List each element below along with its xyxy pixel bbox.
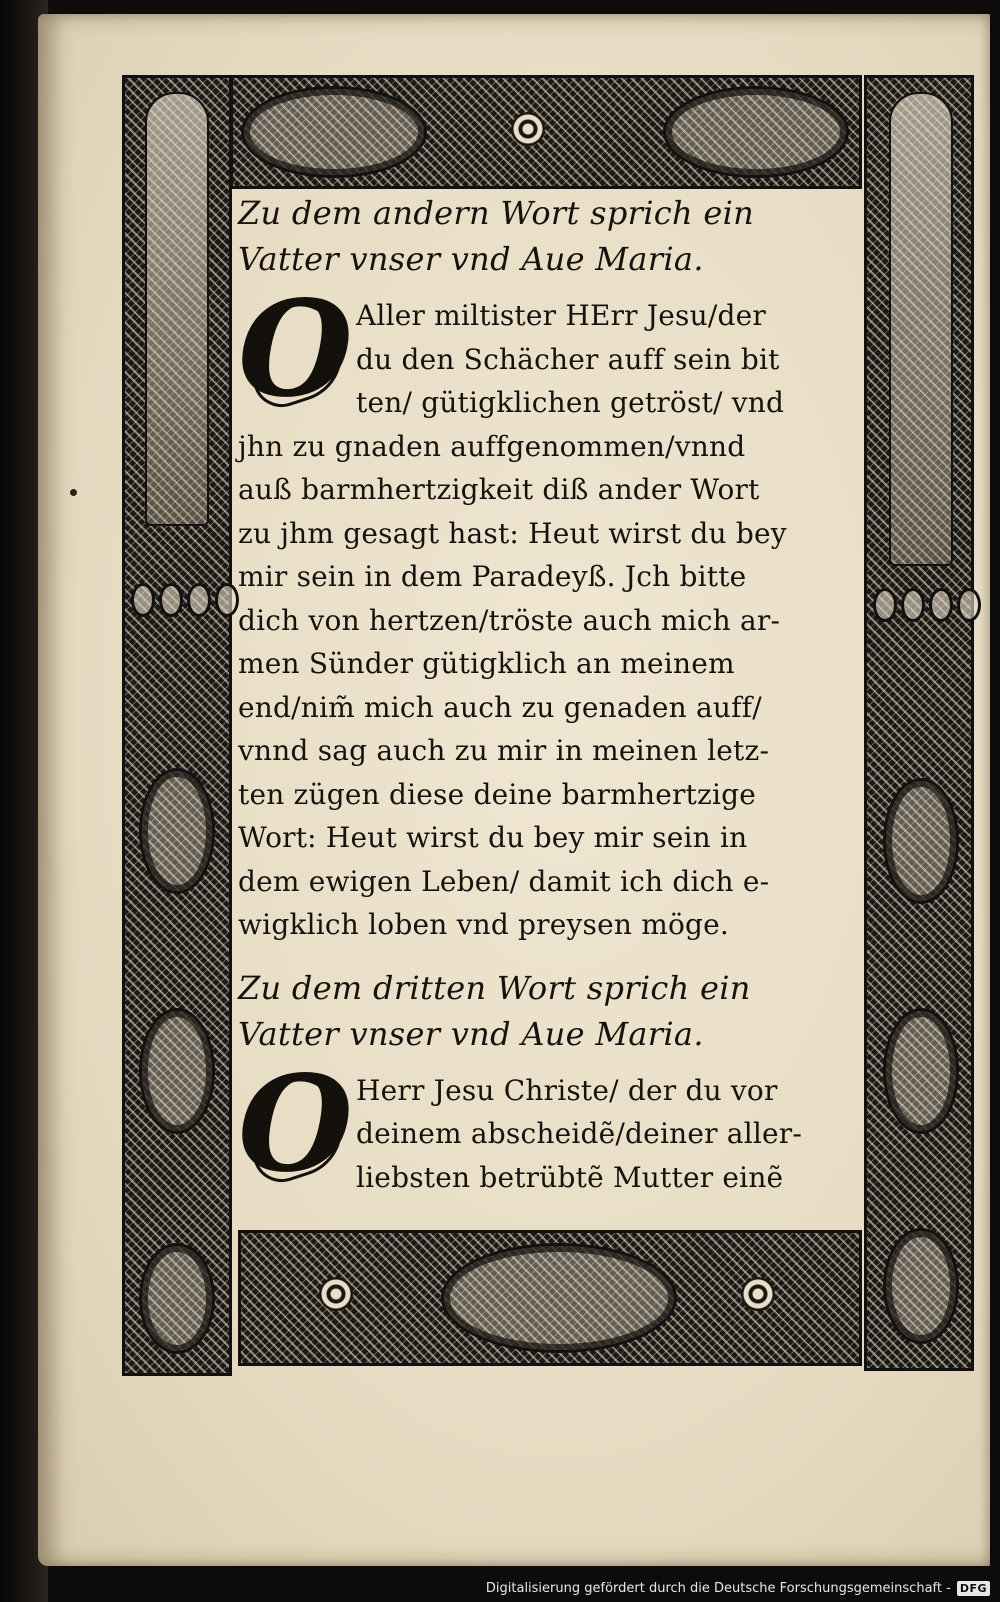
prayer-paragraph-1 bbox=[238, 272, 858, 947]
text-line: dich von hertzen/tröste auch mich ar- bbox=[238, 603, 781, 637]
text-line: men Sünder gütigklich an meinem bbox=[238, 647, 735, 680]
text-line: ten/ gütigklichen getröst/ vnd bbox=[356, 386, 785, 419]
page-text-block bbox=[238, 190, 858, 1217]
border-right-panel bbox=[864, 75, 974, 1371]
medallion-top-right bbox=[663, 86, 849, 178]
dfg-logo: DFG bbox=[957, 1581, 990, 1596]
text-line: vnnd sag auch zu mir in meinen letz- bbox=[238, 734, 770, 767]
heading-line: Zu dem andern Wort sprich ein bbox=[238, 194, 755, 232]
heading-line: Vatter vnser vnd Aue Maria. bbox=[238, 1014, 704, 1053]
text-line: jhn zu gnaden auffgenommen/vnnd bbox=[238, 429, 746, 463]
medallion-right-1 bbox=[883, 778, 959, 904]
text-line: Aller miltister HErr Jesu/der bbox=[356, 299, 766, 332]
text-line: zu jhm gesagt hast: Heut wirst du bey bbox=[238, 516, 787, 550]
digitization-credit-footer bbox=[486, 1578, 990, 1598]
section-heading-1 bbox=[238, 190, 858, 282]
text-line: Herr Jesu Christe/ der du vor bbox=[356, 1073, 778, 1107]
medallion-left-1 bbox=[139, 768, 215, 894]
text-line: dem ewigen Leben/ damit ich dich e- bbox=[238, 864, 770, 898]
text-line: du den Schächer auff sein bit bbox=[356, 342, 780, 376]
medallion-right-2 bbox=[883, 1008, 959, 1134]
rosette-bottom-left bbox=[319, 1277, 353, 1311]
drop-cap-initial: O bbox=[238, 1063, 350, 1187]
saint-figure-left bbox=[145, 92, 209, 526]
heading-line: Vatter vnser vnd Aue Maria. bbox=[238, 240, 704, 278]
saint-figure-right bbox=[889, 92, 953, 566]
medallion-left-3 bbox=[139, 1243, 215, 1354]
text-line: end/nim̃ mich auch zu genaden auff/ bbox=[238, 690, 762, 724]
border-bottom-panel bbox=[238, 1230, 862, 1366]
text-line: mir sein in dem Paradeyß. Jch bitte bbox=[238, 560, 747, 593]
heading-line: Zu dem dritten Wort sprich ein bbox=[238, 968, 751, 1007]
medallion-left-2 bbox=[139, 1008, 215, 1134]
text-line: wigklich loben vnd preysen möge. bbox=[238, 908, 730, 941]
medallion-bottom-center bbox=[441, 1243, 677, 1353]
ring-ornament-right bbox=[873, 588, 981, 622]
text-line: ten zügen diese deine barmhertzige bbox=[238, 777, 757, 811]
ink-spot bbox=[70, 489, 77, 496]
ring-ornament-left bbox=[131, 583, 239, 617]
drop-cap-initial: O bbox=[238, 288, 350, 412]
border-top-panel bbox=[230, 75, 862, 189]
credit-text: Digitalisierung gefördert durch die Deutsche Forschungsgemeinschaft - bbox=[485, 1580, 951, 1596]
text-line: auß barmhertzigkeit diß ander Wort bbox=[238, 473, 760, 506]
text-line: Wort: Heut wirst du bey mir sein in bbox=[238, 821, 748, 854]
border-left-panel bbox=[122, 75, 232, 1376]
rosette-bottom-right bbox=[741, 1277, 775, 1311]
text-line: liebsten betrübtẽ Mutter einẽ bbox=[356, 1160, 784, 1194]
rosette-top-center bbox=[511, 112, 545, 146]
prayer-paragraph-2 bbox=[238, 1046, 858, 1202]
medallion-top-left bbox=[241, 86, 427, 178]
text-line: deinem abscheidẽ/deiner aller- bbox=[356, 1117, 803, 1150]
section-heading-2 bbox=[238, 965, 858, 1057]
medallion-right-3 bbox=[883, 1228, 959, 1344]
